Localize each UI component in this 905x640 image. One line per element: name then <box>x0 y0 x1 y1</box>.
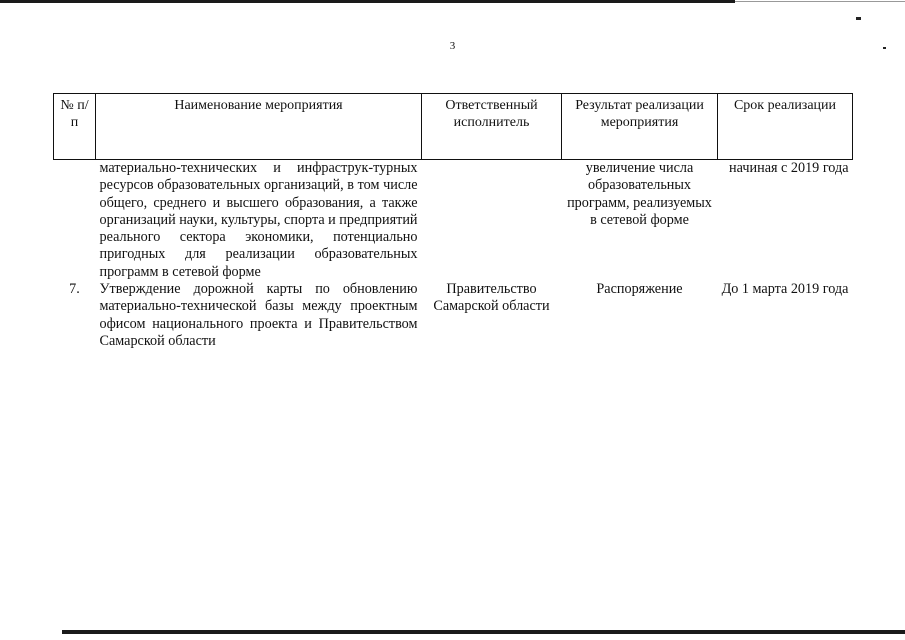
cell-name: Утверждение дорожной карты по обновлению материально-технической базы между проектным офисом национального проекта и Правительством Самарской области <box>99 281 418 349</box>
header-result: Результат реализации мероприятия <box>562 94 718 160</box>
header-responsible: Ответственный исполнитель <box>422 94 562 160</box>
cell-num: 7. <box>69 281 80 298</box>
cell-result: увеличение числа образовательных программ, реализуемых в сетевой форме <box>567 160 712 228</box>
table-header-row <box>54 94 853 160</box>
cell-responsible <box>422 160 562 282</box>
header-deadline: Срок реализации <box>718 94 853 160</box>
page-number: 3 <box>449 40 456 52</box>
cell-deadline: начиная с 2019 года <box>729 160 849 176</box>
cell-result: Распоряжение <box>596 281 683 298</box>
events-table <box>53 93 853 350</box>
table-row <box>54 160 853 282</box>
header-name: Наименование мероприятия <box>96 94 422 160</box>
scan-edge-top-faint <box>735 1 905 2</box>
header-num: № п/п <box>54 94 96 160</box>
scan-speck <box>856 17 861 20</box>
cell-name: материально-технических и инфраструк-турных ресурсов образовательных организаций, в том числе общего, среднего и высшего образования, а также организаций науки, культуры, спорта и предприятий реального сектора экономики, потенциально пригодных для реализации образовательных программ в сетевой форме <box>99 160 418 280</box>
cell-num <box>54 160 96 282</box>
scan-edge-bottom <box>62 630 905 634</box>
scan-edge-top <box>0 0 735 3</box>
table-row <box>54 281 853 350</box>
cell-deadline: До 1 марта 2019 года <box>721 281 849 298</box>
cell-responsible: Правительство Самарской области <box>433 281 550 315</box>
